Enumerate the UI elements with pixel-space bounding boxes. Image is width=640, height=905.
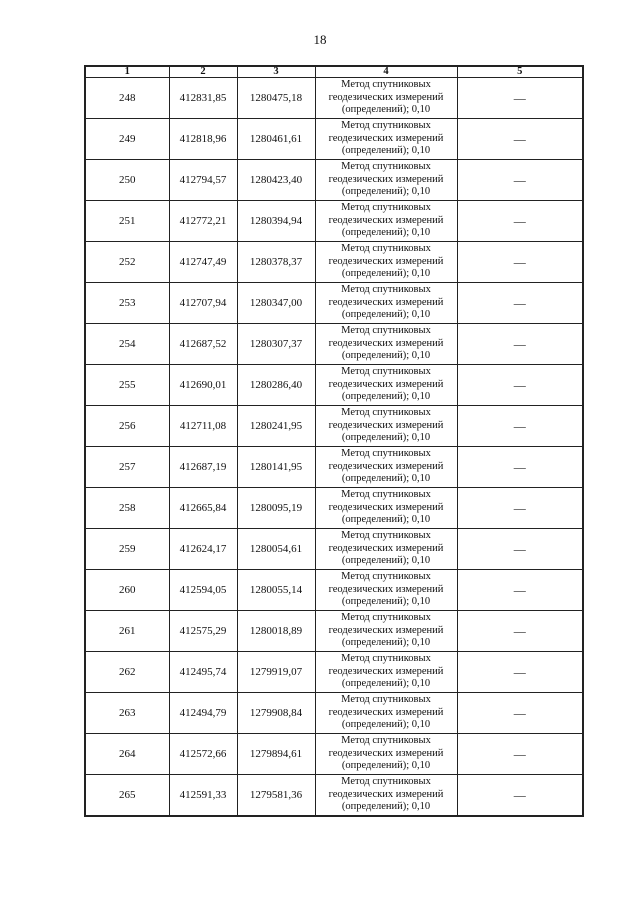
column-5-cell: — xyxy=(457,652,583,693)
method-line-2: геодезических измерений xyxy=(328,337,444,349)
point-number-cell: 254 xyxy=(85,324,169,365)
x-coordinate-cell: 412707,94 xyxy=(169,283,237,324)
y-coordinate-cell: 1280394,94 xyxy=(237,201,315,242)
table-row xyxy=(85,611,583,652)
point-number-cell: 257 xyxy=(85,447,169,488)
point-number-cell: 250 xyxy=(85,160,169,201)
method-line-2: геодезических измерений xyxy=(328,173,444,185)
x-coordinate-cell: 412687,19 xyxy=(169,447,237,488)
column-header-4: 4 xyxy=(315,66,457,78)
method-line-3: (определений); 0,10 xyxy=(341,391,431,403)
y-coordinate-cell: 1280241,95 xyxy=(237,406,315,447)
y-coordinate-cell: 1280347,00 xyxy=(237,283,315,324)
method-line-3: (определений); 0,10 xyxy=(341,227,431,239)
column-5-cell: — xyxy=(457,324,583,365)
method-line-2: геодезических измерений xyxy=(328,378,444,390)
method-line-1: Метод спутниковых xyxy=(341,735,431,747)
method-line-3: (определений); 0,10 xyxy=(341,350,431,362)
table-row xyxy=(85,734,583,775)
y-coordinate-cell: 1280378,37 xyxy=(237,242,315,283)
method-line-1: Метод спутниковых xyxy=(341,161,431,173)
point-number-cell: 252 xyxy=(85,242,169,283)
method-line-1: Метод спутниковых xyxy=(341,284,431,296)
y-coordinate-cell: 1280475,18 xyxy=(237,78,315,119)
column-5-cell: — xyxy=(457,365,583,406)
table-row xyxy=(85,652,583,693)
method-cell xyxy=(315,242,457,283)
table-row xyxy=(85,160,583,201)
method-line-1: Метод спутниковых xyxy=(341,79,431,91)
method-cell xyxy=(315,734,457,775)
y-coordinate-cell: 1280018,89 xyxy=(237,611,315,652)
y-coordinate-cell: 1280054,61 xyxy=(237,529,315,570)
method-cell xyxy=(315,160,457,201)
coordinates-table xyxy=(84,65,584,817)
x-coordinate-cell: 412572,66 xyxy=(169,734,237,775)
method-cell xyxy=(315,201,457,242)
method-cell xyxy=(315,488,457,529)
y-coordinate-cell: 1280141,95 xyxy=(237,447,315,488)
method-line-3: (определений); 0,10 xyxy=(341,719,431,731)
method-cell xyxy=(315,529,457,570)
column-5-cell: — xyxy=(457,775,583,817)
method-line-3: (определений); 0,10 xyxy=(341,432,431,444)
method-line-2: геодезических измерений xyxy=(328,91,444,103)
table-row xyxy=(85,406,583,447)
column-5-cell: — xyxy=(457,283,583,324)
x-coordinate-cell: 412495,74 xyxy=(169,652,237,693)
method-line-3: (определений); 0,10 xyxy=(341,186,431,198)
method-line-2: геодезических измерений xyxy=(328,706,444,718)
method-line-2: геодезических измерений xyxy=(328,296,444,308)
method-line-1: Метод спутниковых xyxy=(341,489,431,501)
y-coordinate-cell: 1280307,37 xyxy=(237,324,315,365)
column-5-cell: — xyxy=(457,447,583,488)
method-line-1: Метод спутниковых xyxy=(341,571,431,583)
point-number-cell: 248 xyxy=(85,78,169,119)
method-line-2: геодезических измерений xyxy=(328,624,444,636)
page-number: 18 xyxy=(313,32,327,47)
method-line-3: (определений); 0,10 xyxy=(341,637,431,649)
table-row xyxy=(85,201,583,242)
point-number-cell: 260 xyxy=(85,570,169,611)
method-cell xyxy=(315,693,457,734)
method-line-3: (определений); 0,10 xyxy=(341,596,431,608)
column-5-cell: — xyxy=(457,119,583,160)
method-line-2: геодезических измерений xyxy=(328,255,444,267)
x-coordinate-cell: 412665,84 xyxy=(169,488,237,529)
method-line-2: геодезических измерений xyxy=(328,665,444,677)
method-line-2: геодезических измерений xyxy=(328,419,444,431)
y-coordinate-cell: 1280423,40 xyxy=(237,160,315,201)
method-line-2: геодезических измерений xyxy=(328,501,444,513)
y-coordinate-cell: 1280055,14 xyxy=(237,570,315,611)
y-coordinate-cell: 1280095,19 xyxy=(237,488,315,529)
y-coordinate-cell: 1279908,84 xyxy=(237,693,315,734)
method-cell xyxy=(315,447,457,488)
method-line-1: Метод спутниковых xyxy=(341,202,431,214)
column-5-cell: — xyxy=(457,78,583,119)
method-line-3: (определений); 0,10 xyxy=(341,555,431,567)
table-row xyxy=(85,447,583,488)
method-line-2: геодезических измерений xyxy=(328,747,444,759)
x-coordinate-cell: 412818,96 xyxy=(169,119,237,160)
x-coordinate-cell: 412831,85 xyxy=(169,78,237,119)
x-coordinate-cell: 412772,21 xyxy=(169,201,237,242)
point-number-cell: 255 xyxy=(85,365,169,406)
method-cell xyxy=(315,775,457,817)
column-5-cell: — xyxy=(457,488,583,529)
table-row xyxy=(85,693,583,734)
point-number-cell: 261 xyxy=(85,611,169,652)
x-coordinate-cell: 412794,57 xyxy=(169,160,237,201)
x-coordinate-cell: 412624,17 xyxy=(169,529,237,570)
method-line-1: Метод спутниковых xyxy=(341,530,431,542)
column-5-cell: — xyxy=(457,693,583,734)
x-coordinate-cell: 412747,49 xyxy=(169,242,237,283)
method-line-2: геодезических измерений xyxy=(328,583,444,595)
column-5-cell: — xyxy=(457,242,583,283)
table-row xyxy=(85,365,583,406)
method-cell xyxy=(315,324,457,365)
column-header-1: 1 xyxy=(85,66,169,78)
table-header-row xyxy=(85,66,583,78)
method-line-1: Метод спутниковых xyxy=(341,776,431,788)
table-row xyxy=(85,775,583,817)
table-row xyxy=(85,570,583,611)
method-line-3: (определений); 0,10 xyxy=(341,801,431,813)
y-coordinate-cell: 1279581,36 xyxy=(237,775,315,817)
method-line-2: геодезических измерений xyxy=(328,132,444,144)
table-row xyxy=(85,529,583,570)
method-line-3: (определений); 0,10 xyxy=(341,145,431,157)
method-line-3: (определений); 0,10 xyxy=(341,514,431,526)
x-coordinate-cell: 412594,05 xyxy=(169,570,237,611)
column-5-cell: — xyxy=(457,529,583,570)
method-line-2: геодезических измерений xyxy=(328,788,444,800)
method-line-3: (определений); 0,10 xyxy=(341,760,431,772)
point-number-cell: 262 xyxy=(85,652,169,693)
method-line-2: геодезических измерений xyxy=(328,460,444,472)
method-line-1: Метод спутниковых xyxy=(341,653,431,665)
method-line-1: Метод спутниковых xyxy=(341,612,431,624)
method-line-1: Метод спутниковых xyxy=(341,366,431,378)
point-number-cell: 263 xyxy=(85,693,169,734)
y-coordinate-cell: 1279894,61 xyxy=(237,734,315,775)
method-line-1: Метод спутниковых xyxy=(341,243,431,255)
column-5-cell: — xyxy=(457,611,583,652)
column-header-3: 3 xyxy=(237,66,315,78)
table-row xyxy=(85,242,583,283)
column-5-cell: — xyxy=(457,201,583,242)
method-cell xyxy=(315,652,457,693)
method-line-1: Метод спутниковых xyxy=(341,694,431,706)
column-5-cell: — xyxy=(457,570,583,611)
method-cell xyxy=(315,283,457,324)
method-line-1: Метод спутниковых xyxy=(341,325,431,337)
method-line-3: (определений); 0,10 xyxy=(341,309,431,321)
method-cell xyxy=(315,365,457,406)
point-number-cell: 251 xyxy=(85,201,169,242)
method-line-1: Метод спутниковых xyxy=(341,407,431,419)
method-line-3: (определений); 0,10 xyxy=(341,473,431,485)
method-line-3: (определений); 0,10 xyxy=(341,268,431,280)
y-coordinate-cell: 1280286,40 xyxy=(237,365,315,406)
point-number-cell: 265 xyxy=(85,775,169,817)
table-row xyxy=(85,283,583,324)
method-line-2: геодезических измерений xyxy=(328,214,444,226)
x-coordinate-cell: 412575,29 xyxy=(169,611,237,652)
table-row xyxy=(85,324,583,365)
table-row xyxy=(85,488,583,529)
column-5-cell: — xyxy=(457,734,583,775)
method-cell xyxy=(315,119,457,160)
y-coordinate-cell: 1280461,61 xyxy=(237,119,315,160)
column-header-2: 2 xyxy=(169,66,237,78)
method-line-1: Метод спутниковых xyxy=(341,448,431,460)
column-header-5: 5 xyxy=(457,66,583,78)
x-coordinate-cell: 412494,79 xyxy=(169,693,237,734)
method-line-1: Метод спутниковых xyxy=(341,120,431,132)
point-number-cell: 253 xyxy=(85,283,169,324)
point-number-cell: 258 xyxy=(85,488,169,529)
point-number-cell: 264 xyxy=(85,734,169,775)
y-coordinate-cell: 1279919,07 xyxy=(237,652,315,693)
table-row xyxy=(85,119,583,160)
x-coordinate-cell: 412690,01 xyxy=(169,365,237,406)
x-coordinate-cell: 412591,33 xyxy=(169,775,237,817)
x-coordinate-cell: 412687,52 xyxy=(169,324,237,365)
method-line-3: (определений); 0,10 xyxy=(341,104,431,116)
point-number-cell: 249 xyxy=(85,119,169,160)
point-number-cell: 256 xyxy=(85,406,169,447)
method-line-3: (определений); 0,10 xyxy=(341,678,431,690)
method-cell xyxy=(315,570,457,611)
table-row xyxy=(85,78,583,119)
method-cell xyxy=(315,611,457,652)
x-coordinate-cell: 412711,08 xyxy=(169,406,237,447)
method-line-2: геодезических измерений xyxy=(328,542,444,554)
column-5-cell: — xyxy=(457,406,583,447)
method-cell xyxy=(315,78,457,119)
point-number-cell: 259 xyxy=(85,529,169,570)
column-5-cell: — xyxy=(457,160,583,201)
method-cell xyxy=(315,406,457,447)
